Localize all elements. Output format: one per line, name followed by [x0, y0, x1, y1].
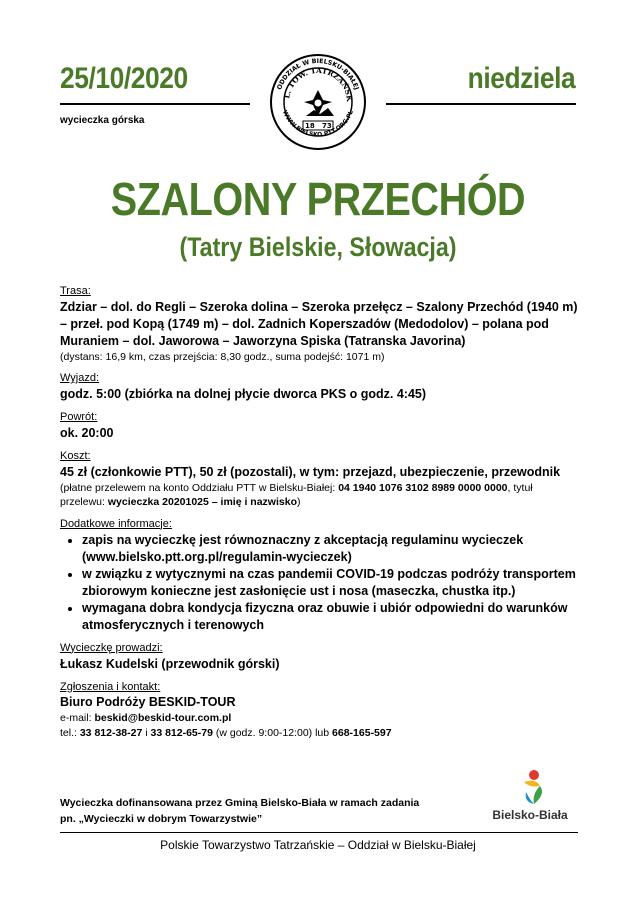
- ptt-seal-logo: [268, 52, 368, 152]
- route-text: Zdziar – dol. do Regli – Szeroka dolina – Szeroka przełęcz – Szalony Przechód (1940 m) – przeł. pod Kopą (1749 m) – dol. Zadnich Koperszadów (Medodolov) – polana pod Muraniem – dol. Jaworowa – Jaworzyna Spiska (Tatranska Javorina): [60, 299, 578, 348]
- guide-text: Łukasz Kudelski (przewodnik górski): [60, 656, 280, 671]
- email-link[interactable]: beskid@beskid-tour.com.pl: [94, 712, 232, 725]
- cost-text: 45 zł (członkowie PTT), 50 zł (pozostali), w tym: przejazd, ubezpieczenie, przewodnik: [60, 465, 561, 480]
- seal-inner-text: L. TOW. TATRZAŃSK: [282, 65, 355, 103]
- route-stats: (dystans: 16,9 km, czas przejścia: 8,30 godz., suma podejść: 1071 m): [60, 350, 385, 363]
- trip-details: [60, 284, 578, 740]
- seal-year-right: 73: [322, 122, 332, 130]
- info-item: • zapis na wycieczkę jest równoznaczny z akceptacją regulaminu wycieczek (www.bielsko.ptt.org.pl/regulamin-wycieczek): [82, 532, 578, 566]
- return-text: ok. 20:00: [60, 426, 114, 441]
- contact-label: Zgłoszenia i kontakt:: [60, 680, 161, 693]
- phone-1: 33 812-38-27: [79, 726, 143, 739]
- contact-email: e-mail: beskid@beskid-tour.com.pl: [60, 712, 232, 725]
- phone-3: 668-165-597: [332, 726, 392, 739]
- info-item: • wymagana dobra kondycja fizyczna oraz obuwie i ubiór odpowiedni do warunków atmosferycznych i terenowych: [82, 600, 578, 634]
- departure-label: Wyjazd:: [60, 372, 100, 385]
- trip-subtitle: (Tatry Bielskie, Słowacja): [179, 232, 457, 262]
- contact-org: Biuro Podróży BESKID-TOUR: [60, 695, 236, 710]
- transfer-title: wycieczka 20201025 – imię i nazwisko: [107, 496, 297, 509]
- cost-label: Koszt:: [60, 450, 91, 463]
- funding-line-1: Wycieczka dofinansowana przez Gminą Bielsko-Biała w ramach zadania: [60, 797, 420, 809]
- header-rule-right: [386, 103, 576, 105]
- footer-rule: [60, 832, 578, 833]
- trip-title: SZALONY PRZECHÓD: [110, 173, 526, 225]
- bank-account: 04 1940 1076 3102 8989 0000 0000: [338, 482, 508, 495]
- seal-top-text: ODDZIAŁ W BIELSKU-BIAŁEJ: [276, 57, 360, 91]
- info-item: • w związku z wytycznymi na czas pandemii COVID-19 podczas podróży transportem zbiorowym konieczne jest zasłonięcie ust i nosa (maseczka, chustka itp.): [82, 566, 578, 600]
- bielsko-biala-logo-text: Bielsko-Biała: [492, 808, 568, 822]
- footer-text: Polskie Towarzystwo Tatrzańskie – Oddział w Bielsku-Białej: [160, 838, 476, 852]
- edelweiss-icon: [304, 90, 334, 116]
- info-label: Dodatkowe informacje:: [60, 517, 172, 530]
- trip-date: 25/10/2020: [60, 62, 188, 95]
- route-label: Trasa:: [60, 285, 91, 297]
- return-label: Powrót:: [60, 411, 98, 424]
- funding-line-2: pn. „Wycieczki w dobrym Towarzystwie”: [60, 812, 263, 825]
- payment-info: (płatne przelewem na konto Oddziału PTT w Bielsku-Białej: 04 1940 1076 3102 8989 0000 0000, tytuł przelewu: wycieczka 20201025 – imię i nazwisko): [60, 482, 533, 509]
- header-rule-left: [60, 103, 250, 105]
- contact-phone: tel.: 33 812-38-27 i 33 812-65-79 (w godz. 9:00-12:00) lub 668-165-597: [60, 726, 392, 739]
- phone-2: 33 812-65-79: [150, 726, 213, 739]
- departure-text: godz. 5:00 (zbiórka na dolnej płycie dworca PKS o godz. 4:45): [60, 387, 427, 402]
- info-list: [60, 532, 578, 634]
- seal-year-left: 18: [305, 122, 315, 130]
- trip-weekday: niedziela: [467, 62, 575, 95]
- trip-kind: wycieczka górska: [60, 115, 145, 126]
- guide-label: Wycieczkę prowadzi:: [60, 641, 163, 654]
- funding-note: [60, 796, 419, 828]
- seal-bottom-text: WWW.BIELSKO.PTT.ORG.PL: [280, 109, 355, 139]
